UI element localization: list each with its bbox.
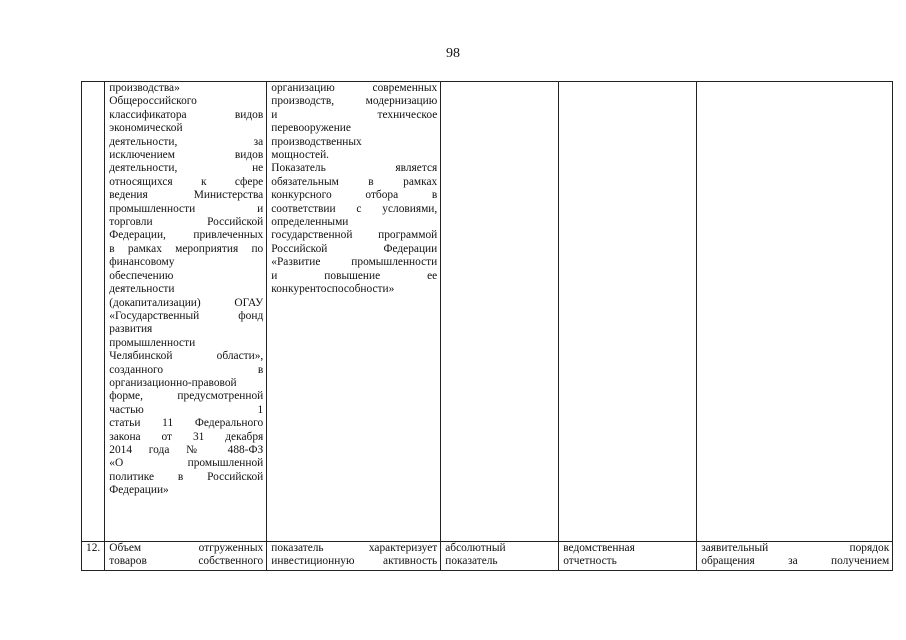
row-number-cell bbox=[82, 82, 105, 542]
cell-text-line: организацию современных bbox=[271, 82, 438, 94]
data-source-text bbox=[563, 542, 693, 569]
cell-text-line: мощностей. bbox=[271, 149, 330, 162]
indicator-description-text bbox=[271, 542, 437, 569]
cell-text-line: государственной программой bbox=[271, 229, 438, 242]
cell-text-line: деятельности bbox=[109, 283, 175, 296]
cell-text-line: классификатора видов bbox=[109, 108, 264, 121]
cell-text-line: производств, модернизацию bbox=[271, 95, 438, 108]
cell-text-line: «Государственный фонд bbox=[109, 309, 264, 322]
row-number-cell: 12. bbox=[82, 542, 105, 571]
cell-text-line: абсолютный bbox=[445, 542, 506, 554]
data-source-cell bbox=[559, 542, 697, 571]
cell-text-line: форме, предусмотренной bbox=[109, 390, 264, 403]
cell-text-line: «Развитие промышленности bbox=[271, 256, 438, 269]
cell-text-line: конкурентоспособности» bbox=[271, 283, 395, 296]
indicator-name-text bbox=[109, 542, 263, 569]
cell-text-line: частью 1 bbox=[109, 403, 264, 416]
cell-text-line: Объем отгруженных bbox=[109, 542, 264, 554]
cell-text-line: конкурсного отбора в bbox=[271, 189, 438, 202]
cell-text-line: политике в Российской bbox=[109, 470, 264, 483]
cell-text-line: производственных bbox=[271, 135, 362, 148]
cell-text-line: закона от 31 декабря bbox=[109, 430, 264, 443]
indicator-name-cell bbox=[105, 542, 267, 571]
cell-text-line: торговли Российской bbox=[109, 216, 264, 229]
cell-text-line: производства» bbox=[109, 82, 180, 94]
cell-text-line: деятельности, не bbox=[109, 162, 264, 175]
cell-text-line: показатель характеризует bbox=[271, 542, 438, 554]
cell-text-line: ведомственная bbox=[563, 542, 635, 554]
cell-text-line: Федерации» bbox=[109, 484, 169, 497]
cell-text-line: определенными bbox=[271, 216, 349, 229]
cell-text-line: и техническое bbox=[271, 108, 438, 121]
cell-text-line: организационно-правовой bbox=[109, 376, 237, 389]
page-number: 98 bbox=[446, 46, 460, 61]
cell-text-line: созданного в bbox=[109, 363, 264, 376]
cell-text-line: деятельности, за bbox=[109, 135, 264, 148]
indicator-description-cell bbox=[267, 542, 441, 571]
cell-text-line: финансовому bbox=[109, 256, 175, 269]
cell-text-line: и повышение ее bbox=[271, 269, 438, 282]
cell-text-line: товаров собственного bbox=[109, 555, 264, 568]
cell-text-line: экономической bbox=[109, 122, 183, 135]
cell-text-line: в рамках мероприятия по bbox=[109, 242, 264, 255]
collection-method-text bbox=[701, 542, 889, 569]
cell-text-line: Общероссийского bbox=[109, 95, 197, 108]
cell-text-line: обращения за получением bbox=[701, 555, 890, 568]
cell-text-line: «О промышленной bbox=[109, 457, 264, 470]
cell-text-line: перевооружение bbox=[271, 122, 351, 135]
cell-text-line: Федерации, привлеченных bbox=[109, 229, 264, 242]
indicator-table bbox=[81, 81, 893, 571]
cell-text-line: промышленности и bbox=[109, 202, 264, 215]
cell-text-line: 2014 года № 488-ФЗ bbox=[109, 443, 264, 456]
cell-text-line: Челябинской области», bbox=[109, 350, 264, 363]
indicator-name-text bbox=[109, 82, 263, 498]
cell-text-line: обязательным в рамках bbox=[271, 175, 438, 188]
collection-method-cell bbox=[697, 82, 893, 542]
cell-text-line: обеспечению bbox=[109, 269, 174, 282]
table-row-12 bbox=[82, 542, 893, 571]
indicator-description-cell bbox=[267, 82, 441, 542]
indicator-type-text bbox=[445, 542, 555, 569]
cell-text-line: соответствии с условиями, bbox=[271, 202, 438, 215]
cell-text-line: ведения Министерства bbox=[109, 189, 264, 202]
cell-text-line: исключением видов bbox=[109, 149, 264, 162]
cell-text-line: отчетность bbox=[563, 555, 617, 568]
data-source-cell bbox=[559, 82, 697, 542]
indicator-name-cell bbox=[105, 82, 267, 542]
collection-method-cell bbox=[697, 542, 893, 571]
table-row-continued bbox=[82, 82, 893, 542]
cell-text-line: промышленности bbox=[109, 336, 196, 349]
cell-text-line: развития bbox=[109, 323, 153, 336]
cell-text-line: статьи 11 Федерального bbox=[109, 417, 264, 430]
cell-text-line: относящихся к сфере bbox=[109, 175, 264, 188]
cell-text-line: Российской Федерации bbox=[271, 242, 438, 255]
cell-text-line: инвестиционную активность bbox=[271, 555, 438, 568]
cell-text-line: Показатель является bbox=[271, 162, 438, 175]
indicator-type-cell bbox=[441, 82, 559, 542]
cell-text-line: заявительный порядок bbox=[701, 542, 890, 554]
cell-text-line: показатель bbox=[445, 555, 498, 568]
cell-text-line: (докапитализации) ОГАУ bbox=[109, 296, 264, 309]
indicator-description-text bbox=[271, 82, 437, 297]
indicator-type-cell bbox=[441, 542, 559, 571]
